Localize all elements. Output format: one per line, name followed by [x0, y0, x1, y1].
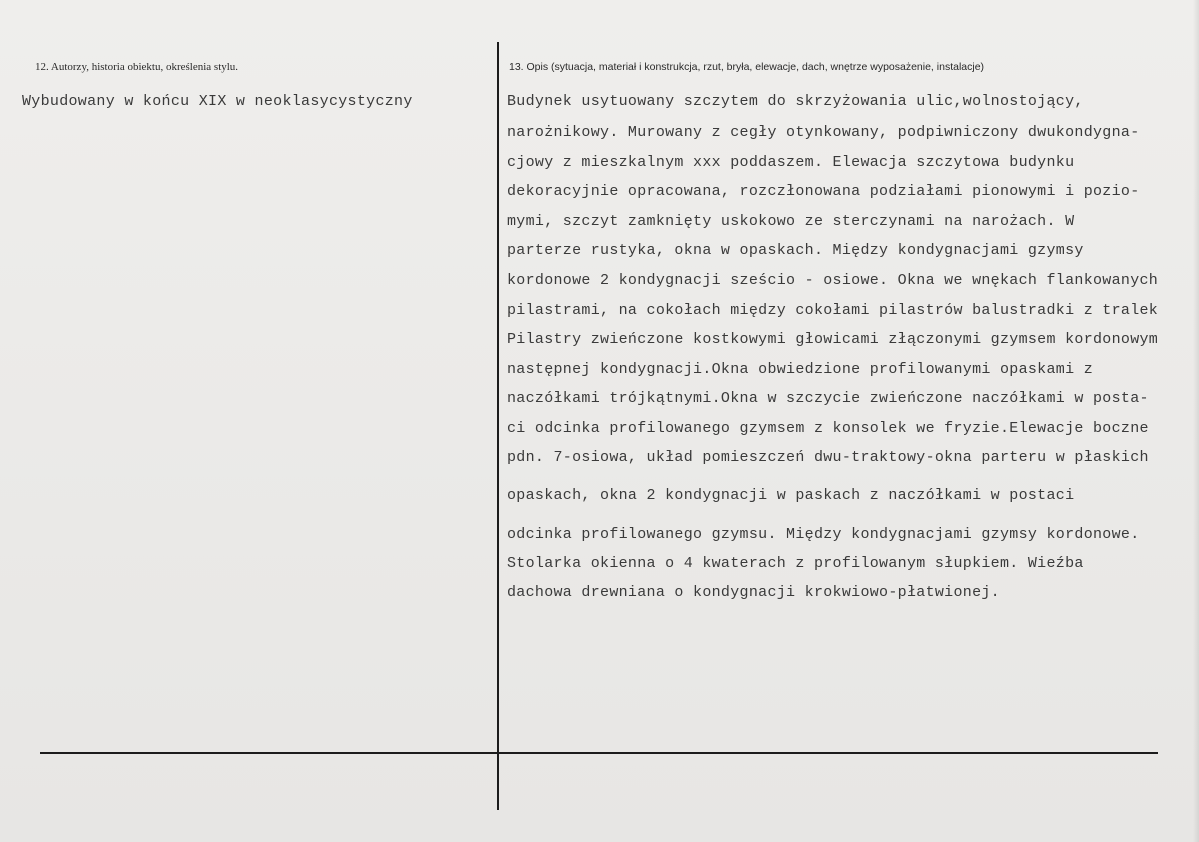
section-13-line: Stolarka okienna o 4 kwaterach z profilowanym słupkiem. Wieźba [507, 555, 1084, 572]
section-13-line: Budynek usytuowany szczytem do skrzyżowania ulic,wolnostojący, [507, 93, 1084, 110]
section-13-line: następnej kondygnacji.Okna obwiedzione profilowanymi opaskami z [507, 361, 1093, 378]
section-13-line: naczółkami trójkątnymi.Okna w szczycie zwieńczone naczółkami w posta- [507, 390, 1149, 407]
section-13-line: ci odcinka profilowanego gzymsem z konsolek we fryzie.Elewacje boczne [507, 420, 1149, 437]
section-13-line: pilastrami, na cokołach między cokołami pilastrów balustradki z tralek [507, 302, 1159, 319]
bottom-rule [40, 752, 1158, 754]
section-13-line: kordonowe 2 kondygnacji sześcio - osiowe. Okna we wnękach flankowanych [507, 272, 1159, 289]
section-13-line: narożnikowy. Murowany z cegły otynkowany, podpiwniczony dwukondygna- [507, 124, 1140, 141]
section-13-line: opaskach, okna 2 kondygnacji w paskach z naczółkami w postaci [507, 487, 1075, 504]
section-13-label: 13. Opis (sytuacja, materiał i konstrukcja, rzut, bryła, elewacje, dach, wnętrze wyposażenie, instalacje) [509, 61, 985, 73]
section-12-label: 12. Autorzy, historia obiektu, określenia stylu. [35, 61, 239, 73]
section-13-line: pdn. 7-osiowa, układ pomieszczeń dwu-traktowy-okna parteru w płaskich [507, 449, 1149, 466]
column-divider [497, 42, 499, 810]
section-13-line: dachowa drewniana o kondygnacji krokwiowo-płatwionej. [507, 584, 1000, 601]
section-13-line: dekoracyjnie opracowana, rozczłonowana podziałami pionowymi i pozio- [507, 183, 1140, 200]
section-13-line: cjowy z mieszkalnym xxx poddaszem. Elewacja szczytowa budynku [507, 154, 1075, 171]
section-13-line: parterze rustyka, okna w opaskach. Między kondygnacjami gzymsy [507, 242, 1084, 259]
section-13-line: Pilastry zwieńczone kostkowymi głowicami złączonymi gzymsem kordonowym [507, 331, 1159, 348]
section-13-text-block [507, 0, 1199, 842]
section-12-text: Wybudowany w końcu XIX w neoklasycystyczny [22, 93, 413, 110]
section-13-line: mymi, szczyt zamknięty uskokowo ze sterczynami na narożach. W [507, 213, 1075, 230]
section-13-line: odcinka profilowanego gzymsu. Między kondygnacjami gzymsy kordonowe. [507, 526, 1140, 543]
